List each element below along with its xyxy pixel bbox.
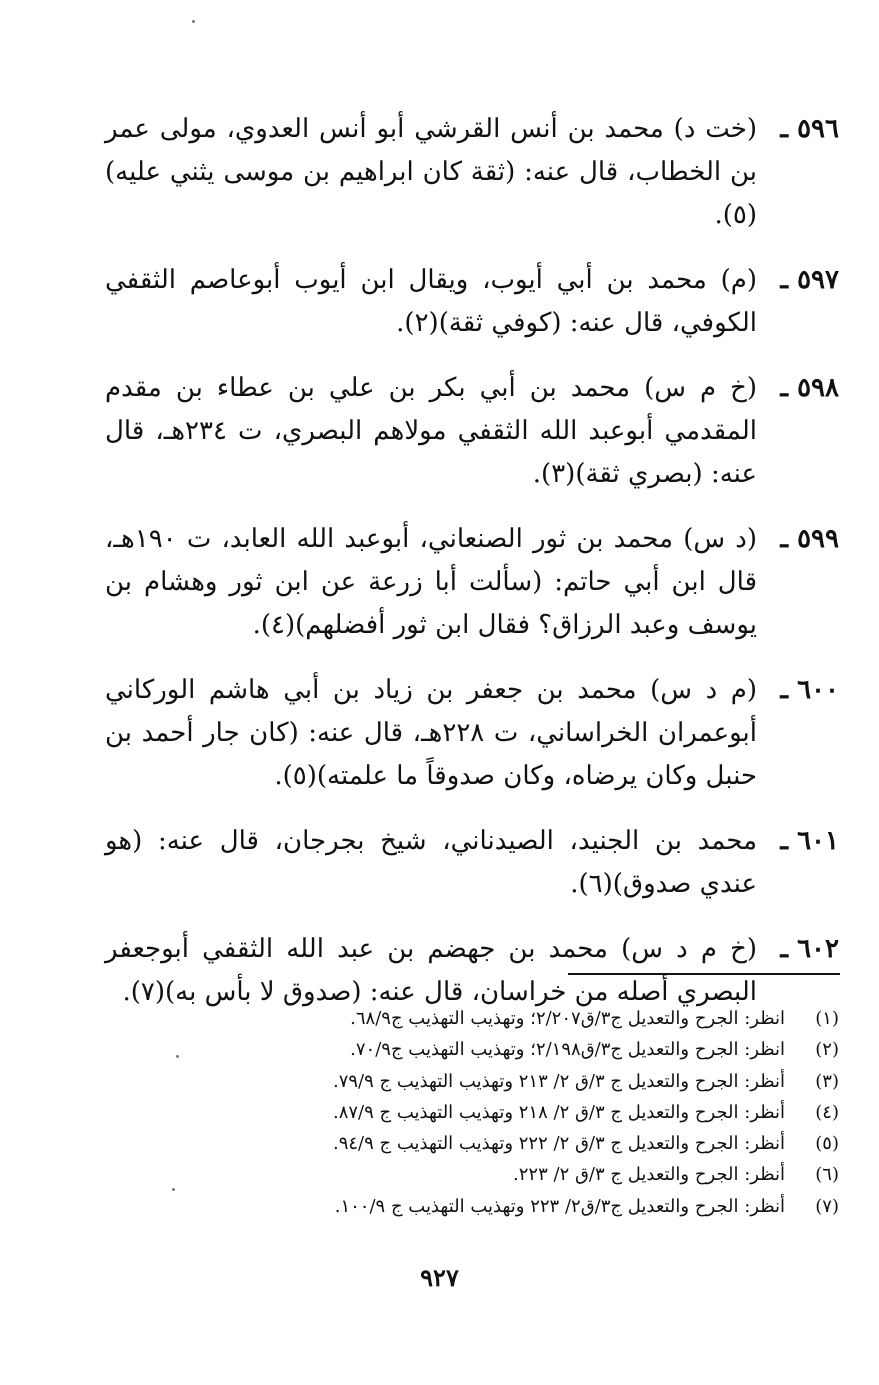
entry-text: (م د س) محمد بن جعفر بن زياد بن أبي هاشم الوركاني أبوعمران الخراساني، ت ٢٢٨هـ، قال عنه: (كان جار أحمد بن حنبل وكان يرضاه، وكان صدوقاً ما علمته)(٥). [105,675,757,791]
footnote-4 [90,1097,839,1128]
footnote-2 [90,1034,839,1065]
entry-number: ٥٩٦ ـ [780,114,839,144]
entry-number: ٥٩٨ ـ [780,373,839,403]
entry-text: (م) محمد بن أبي أيوب، ويقال ابن أيوب أبوعاصم الثقفي الكوفي، قال عنه: (كوفي ثقة)(٢). [105,265,757,338]
entry-text: محمد بن الجنيد، الصيدناني، شيخ بجرجان، قال عنه: (هو عندي صدوق)(٦). [105,826,757,899]
footnote-number: (٣) [815,1070,839,1092]
entry-number: ٦٠١ ـ [780,826,839,856]
scan-speck [172,1188,175,1191]
entry-number: ٥٩٩ ـ [780,524,839,554]
entry-601 [105,820,839,906]
footnote-text: أنظر: الجرح والتعديل ج ٣/ق ٢/ ٢٢٣. [513,1164,785,1186]
entry-number: ٦٠٠ ـ [780,675,839,705]
entry-text: (خت د) محمد بن أنس القرشي أبو أنس العدوي، مولى عمر بن الخطاب، قال عنه: (ثقة كان ابراهيم بن موسى يثني عليه)(٥). [105,114,757,230]
footnote-text: أنظر: الجرح والتعديل ج٣/ق٢/ ٢٢٣ وتهذيب التهذيب ج ١٠٠/٩. [334,1195,785,1217]
entry-text: (خ م د س) محمد بن جهضم بن عبد الله الثقفي أبوجعفر البصري أصله من خراسان، قال عنه: (صدوق لا بأس به)(٧). [105,934,757,1007]
footnote-1 [90,1003,839,1034]
footnote-separator [568,973,840,975]
footnote-6 [90,1159,839,1190]
entry-text: (خ م س) محمد بن أبي بكر بن علي بن عطاء بن مقدم المقدمي أبوعبد الله الثقفي مولاهم البصري، ت ٢٣٤هـ، قال عنه: (بصري ثقة)(٣). [105,373,757,489]
footnote-number: (٦) [815,1164,839,1186]
entry-599 [105,518,839,647]
entry-number: ٦٠٢ ـ [780,934,839,964]
footnote-3 [90,1066,839,1097]
entry-text: (د س) محمد بن ثور الصنعاني، أبوعبد الله العابد، ت ١٩٠هـ، قال ابن أبي حاتم: (سألت أبا زرعة عن ابن ثور وهشام بن يوسف وعبد الرزاق؟ فقال ابن ثور أفضلهم)(٤). [105,524,757,640]
entry-600 [105,669,839,798]
footnote-number: (٤) [815,1101,839,1123]
entry-596 [105,108,839,237]
footnote-number: (٧) [815,1195,839,1217]
footnote-number: (٥) [815,1133,839,1155]
scan-speck [192,20,195,23]
footnote-5 [90,1128,839,1159]
footnote-number: (١) [815,1008,839,1029]
page-number: ٩٢٧ [420,1263,459,1292]
footnote-7 [90,1191,839,1222]
entry-598 [105,367,839,496]
footnote-text: أنظر: الجرح والتعديل ج ٣/ق ٢/ ٢١٣ وتهذيب التهذيب ج ٧٩/٩. [332,1070,785,1092]
footnote-text: أنظر: الجرح والتعديل ج ٣/ق ٢/ ٢١٨ وتهذيب التهذيب ج ٨٧/٩. [332,1101,785,1123]
footnote-text: انظر: الجرح والتعديل ج٣/ق٢/١٩٨؛ وتهذيب التهذيب ج٧٠/٩. [350,1039,785,1061]
entry-597 [105,259,839,345]
entry-number: ٥٩٧ ـ [780,265,839,295]
footnote-text: انظر: الجرح والتعديل ج٣/ق٢/٢٠٧؛ وتهذيب التهذيب ج٦٨/٩. [350,1008,785,1029]
scan-speck [176,1055,179,1058]
footnote-text: أنظر: الجرح والتعديل ج ٣/ق ٢/ ٢٢٢ وتهذيب التهذيب ج ٩٤/٩. [332,1133,785,1155]
entry-602 [105,928,839,1014]
footnote-number: (٢) [815,1039,839,1061]
biography-entries [105,108,839,1036]
footnotes [90,1003,839,1222]
